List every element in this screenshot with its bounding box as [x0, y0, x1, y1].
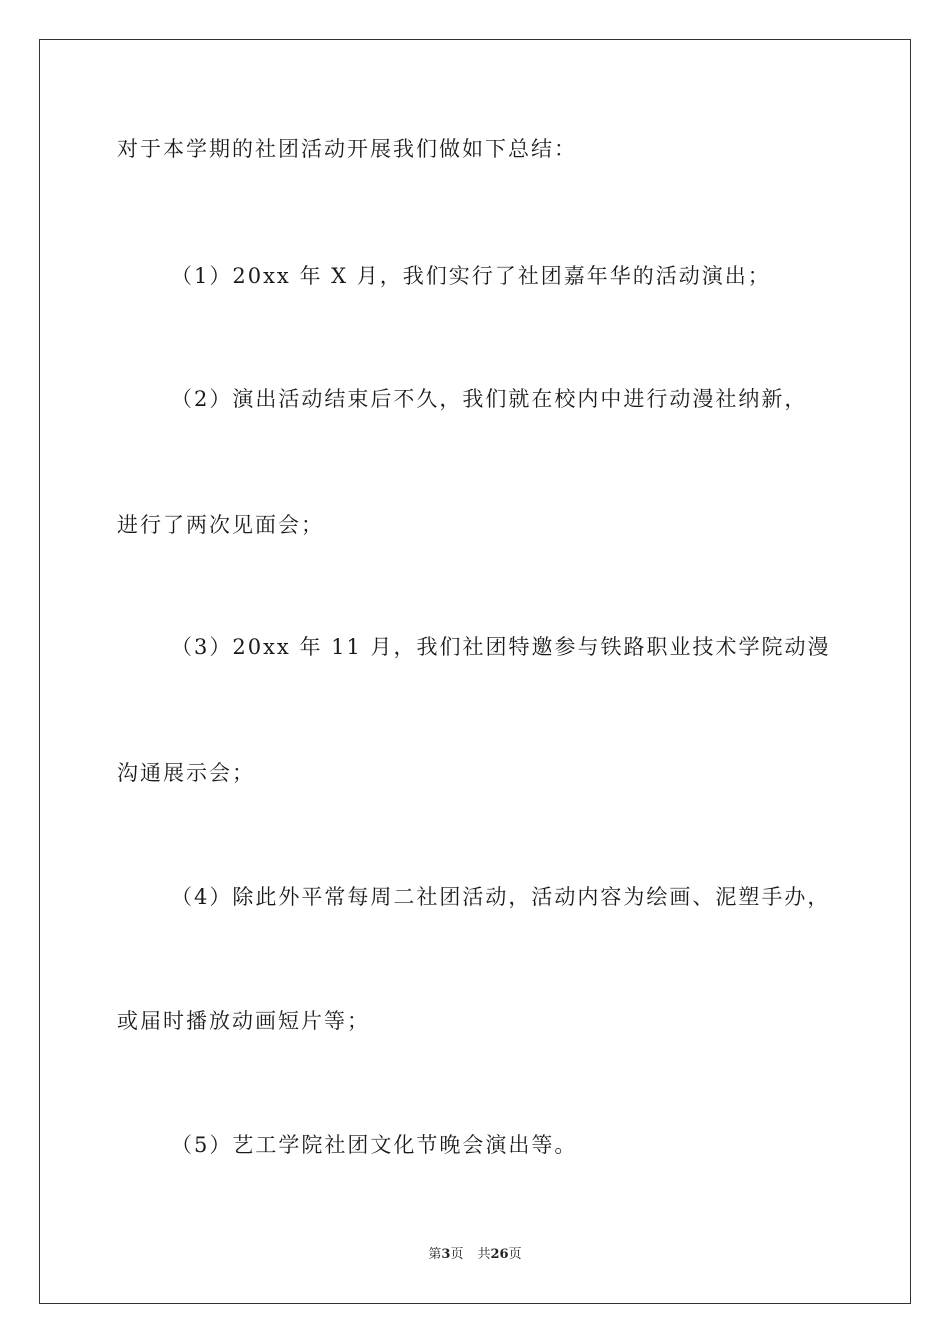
- page-number: 3: [441, 1247, 451, 1262]
- total-suffix: 页: [508, 1247, 522, 1262]
- item-2: （2）演出活动结束后不久，我们就在校内中进行动漫社纳新，: [171, 387, 808, 411]
- page-suffix: 页: [450, 1247, 464, 1262]
- page-border: [39, 39, 911, 1304]
- total-prefix: 共: [477, 1247, 491, 1262]
- item-2-continued: 进行了两次见面会；: [117, 513, 324, 537]
- total-pages: 26: [490, 1247, 509, 1262]
- item-3-continued: 沟通展示会；: [117, 761, 255, 785]
- item-1: （1）20xx 年 X 月，我们实行了社团嘉年华的活动演出；: [171, 264, 771, 288]
- item-4: （4）除此外平常每周二社团活动，活动内容为绘画、泥塑手办，: [171, 885, 831, 909]
- page-prefix: 第: [428, 1247, 442, 1262]
- item-5: （5）艺工学院社团文化节晚会演出等。: [171, 1133, 578, 1157]
- item-4-continued: 或届时播放动画短片等；: [117, 1009, 370, 1033]
- summary-intro: 对于本学期的社团活动开展我们做如下总结：: [117, 137, 577, 161]
- item-3: （3）20xx 年 11 月，我们社团特邀参与铁路职业技术学院动漫: [171, 635, 831, 659]
- page-footer: [0, 1245, 950, 1265]
